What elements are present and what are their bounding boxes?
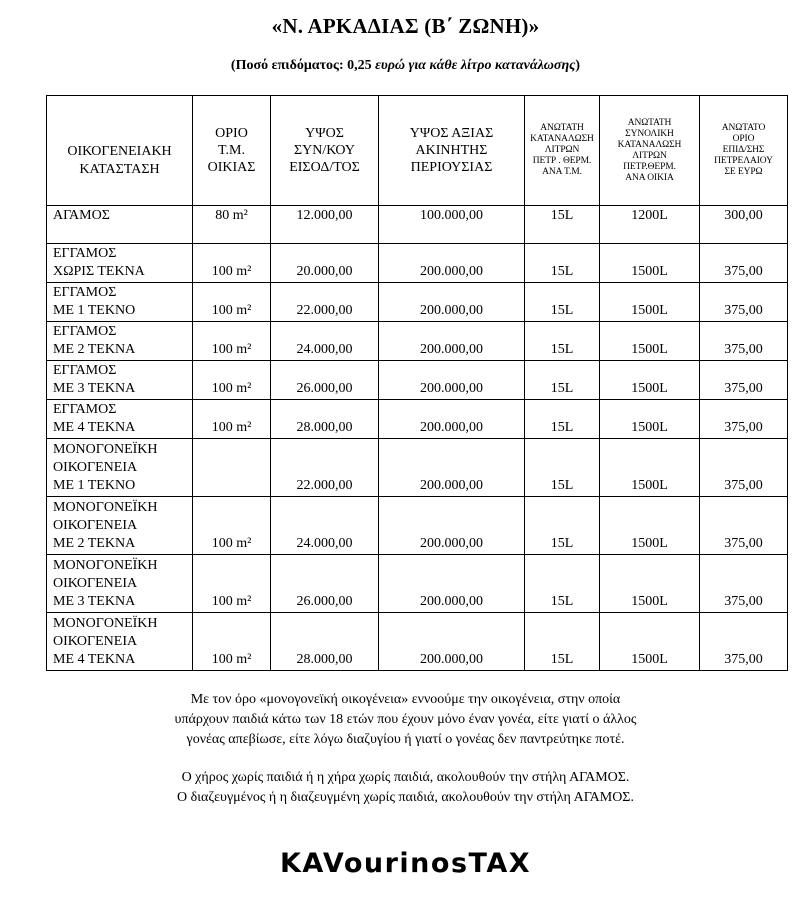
cell-max-allowance-euro: 375,00 [700,555,788,613]
table-row [47,361,788,400]
cell-family-status: ΜΟΝΟΓΟΝΕΪΚΗ ΟΙΚΟΓΕΝΕΙΑ ΜΕ 1 ΤΕΚΝΟ [47,439,193,497]
cell-max-liters-per-sqm: 15L [525,283,600,322]
cell-family-status: ΜΟΝΟΓΟΝΕΪΚΗ ΟΙΚΟΓΕΝΕΙΑ ΜΕ 4 ΤΕΚΝΑ [47,613,193,671]
cell-max-liters-per-house: 1500L [600,613,700,671]
brand-watermark: KAVourinosTAX [279,848,532,879]
header-income-limit: ΥΨΟΣ ΣΥΝ/ΚΟΥ ΕΙΣΟΔ/ΤΟΣ [271,96,379,206]
header-family-status: ΟΙΚΟΓΕΝΕΙΑΚΗ ΚΑΤΑΣΤΑΣΗ [47,96,193,206]
table-row [47,283,788,322]
note-single-parent-definition [0,690,811,750]
cell-max-liters-per-house: 1500L [600,439,700,497]
cell-max-liters-per-sqm: 15L [525,400,600,439]
cell-max-liters-per-sqm: 15L [525,244,600,283]
cell-house-area-limit: 100 m² [193,497,271,555]
cell-max-liters-per-house: 1500L [600,555,700,613]
cell-income-limit: 22.000,00 [271,439,379,497]
cell-house-area-limit: 100 m² [193,361,271,400]
cell-max-allowance-euro: 375,00 [700,361,788,400]
cell-max-liters-per-house: 1200L [600,206,700,244]
cell-max-liters-per-sqm: 15L [525,206,600,244]
cell-income-limit: 22.000,00 [271,283,379,322]
cell-house-area-limit: 80 m² [193,206,271,244]
cell-house-area-limit: 100 m² [193,283,271,322]
cell-income-limit: 12.000,00 [271,206,379,244]
subtitle-italic: ευρώ για κάθε λίτρο κατανάλωσης [375,58,576,73]
cell-max-allowance-euro: 375,00 [700,244,788,283]
header-house-area-limit: ΟΡΙΟ Τ.Μ. ΟΙΚΙΑΣ [193,96,271,206]
cell-max-allowance-euro: 375,00 [700,497,788,555]
note-line: Ο διαζευγμένος ή η διαζευγμένη χωρίς παιδιά, ακολουθούν την στήλη ΑΓΑΜΟΣ. [177,790,634,805]
cell-max-allowance-euro: 375,00 [700,283,788,322]
cell-property-value-limit: 200.000,00 [379,283,525,322]
cell-property-value-limit: 200.000,00 [379,497,525,555]
cell-property-value-limit: 200.000,00 [379,361,525,400]
cell-house-area-limit: 100 m² [193,244,271,283]
table-row [47,497,788,555]
cell-max-liters-per-sqm: 15L [525,439,600,497]
cell-house-area-limit: 100 m² [193,555,271,613]
cell-income-limit: 26.000,00 [271,555,379,613]
cell-max-liters-per-house: 1500L [600,244,700,283]
cell-family-status: ΜΟΝΟΓΟΝΕΪΚΗ ΟΙΚΟΓΕΝΕΙΑ ΜΕ 3 ΤΕΚΝΑ [47,555,193,613]
cell-income-limit: 26.000,00 [271,361,379,400]
cell-max-liters-per-house: 1500L [600,497,700,555]
cell-max-liters-per-house: 1500L [600,283,700,322]
cell-max-liters-per-sqm: 15L [525,555,600,613]
subtitle-suffix: ) [575,58,581,73]
cell-income-limit: 28.000,00 [271,613,379,671]
table-row [47,206,788,244]
cell-max-allowance-euro: 375,00 [700,322,788,361]
cell-max-liters-per-house: 1500L [600,400,700,439]
note-line: Με τον όρο «μονογονεϊκή οικογένεια» εννοούμε την οικογένεια, στην οποία [190,692,621,707]
table-row [47,400,788,439]
cell-family-status: ΕΓΓΑΜΟΣ ΜΕ 4 ΤΕΚΝΑ [47,400,193,439]
cell-max-liters-per-house: 1500L [600,322,700,361]
cell-max-liters-per-house: 1500L [600,361,700,400]
cell-property-value-limit: 200.000,00 [379,244,525,283]
cell-property-value-limit: 200.000,00 [379,322,525,361]
cell-max-liters-per-sqm: 15L [525,361,600,400]
table-header-row [47,96,788,206]
cell-family-status: ΜΟΝΟΓΟΝΕΪΚΗ ΟΙΚΟΓΕΝΕΙΑ ΜΕ 2 ΤΕΚΝΑ [47,497,193,555]
cell-income-limit: 28.000,00 [271,400,379,439]
cell-family-status: ΕΓΓΑΜΟΣ ΜΕ 1 ΤΕΚΝΟ [47,283,193,322]
page-title: «Ν. ΑΡΚΑΔΙΑΣ (Β΄ ΖΩΝΗ)» [271,14,540,38]
cell-property-value-limit: 200.000,00 [379,439,525,497]
cell-max-liters-per-sqm: 15L [525,497,600,555]
cell-property-value-limit: 200.000,00 [379,613,525,671]
table-row [47,244,788,283]
cell-family-status: ΕΓΓΑΜΟΣ ΜΕ 2 ΤΕΚΝΑ [47,322,193,361]
cell-max-allowance-euro: 375,00 [700,400,788,439]
table-row [47,439,788,497]
cell-house-area-limit [193,439,271,497]
note-line: υπάρχουν παιδιά κάτω των 18 ετών που έχουν μόνο έναν γονέα, είτε γιατί ο άλλος [174,712,637,727]
table-row [47,555,788,613]
note-widowed-divorced [0,768,811,808]
cell-family-status: ΕΓΓΑΜΟΣ ΧΩΡΙΣ ΤΕΚΝΑ [47,244,193,283]
cell-house-area-limit: 100 m² [193,400,271,439]
page-subtitle [0,58,811,74]
cell-family-status: ΕΓΓΑΜΟΣ ΜΕ 3 ΤΕΚΝΑ [47,361,193,400]
cell-max-allowance-euro: 300,00 [700,206,788,244]
cell-income-limit: 20.000,00 [271,244,379,283]
allowance-table [46,95,788,671]
cell-property-value-limit: 200.000,00 [379,555,525,613]
header-max-allowance-euro: ΑΝΩΤΑΤΟ ΟΡΙΟ ΕΠΙΔ/ΣΗΣ ΠΕΤΡΕΛΑΙΟΥ ΣΕ ΕΥΡΩ [700,96,788,206]
cell-max-allowance-euro: 375,00 [700,439,788,497]
cell-max-liters-per-sqm: 15L [525,322,600,361]
note-line: γονέας απεβίωσε, είτε λόγω διαζυγίου ή γιατί ο γονέας δεν παντρεύτηκε ποτέ. [186,732,625,747]
note-line: Ο χήρος χωρίς παιδιά ή η χήρα χωρίς παιδιά, ακολουθούν την στήλη ΑΓΑΜΟΣ. [181,770,630,785]
cell-family-status: ΑΓΑΜΟΣ [47,206,193,244]
cell-max-allowance-euro: 375,00 [700,613,788,671]
cell-max-liters-per-sqm: 15L [525,613,600,671]
cell-property-value-limit: 100.000,00 [379,206,525,244]
header-max-liters-per-sqm: ΑΝΩΤΑΤΗ ΚΑΤΑΝΑΛΩΣΗ ΛΙΤΡΩΝ ΠΕΤΡ . ΘΕΡΜ. ΑΝΑ Τ.Μ. [525,96,600,206]
cell-house-area-limit: 100 m² [193,322,271,361]
cell-income-limit: 24.000,00 [271,497,379,555]
header-property-value-limit: ΥΨΟΣ ΑΞΙΑΣ ΑΚΙΝΗΤΗΣ ΠΕΡΙΟΥΣΙΑΣ [379,96,525,206]
subtitle-prefix: (Ποσό επιδόματος: 0,25 [230,58,376,73]
cell-property-value-limit: 200.000,00 [379,400,525,439]
header-max-liters-per-house: ΑΝΩΤΑΤΗ ΣΥΝΟΛΙΚΗ ΚΑΤΑΝΑΛΩΣΗ ΛΙΤΡΩΝ ΠΕΤΡ.ΘΕΡΜ. ΑΝΑ ΟΙΚΙΑ [600,96,700,206]
cell-house-area-limit: 100 m² [193,613,271,671]
cell-income-limit: 24.000,00 [271,322,379,361]
table-row [47,322,788,361]
table-row [47,613,788,671]
